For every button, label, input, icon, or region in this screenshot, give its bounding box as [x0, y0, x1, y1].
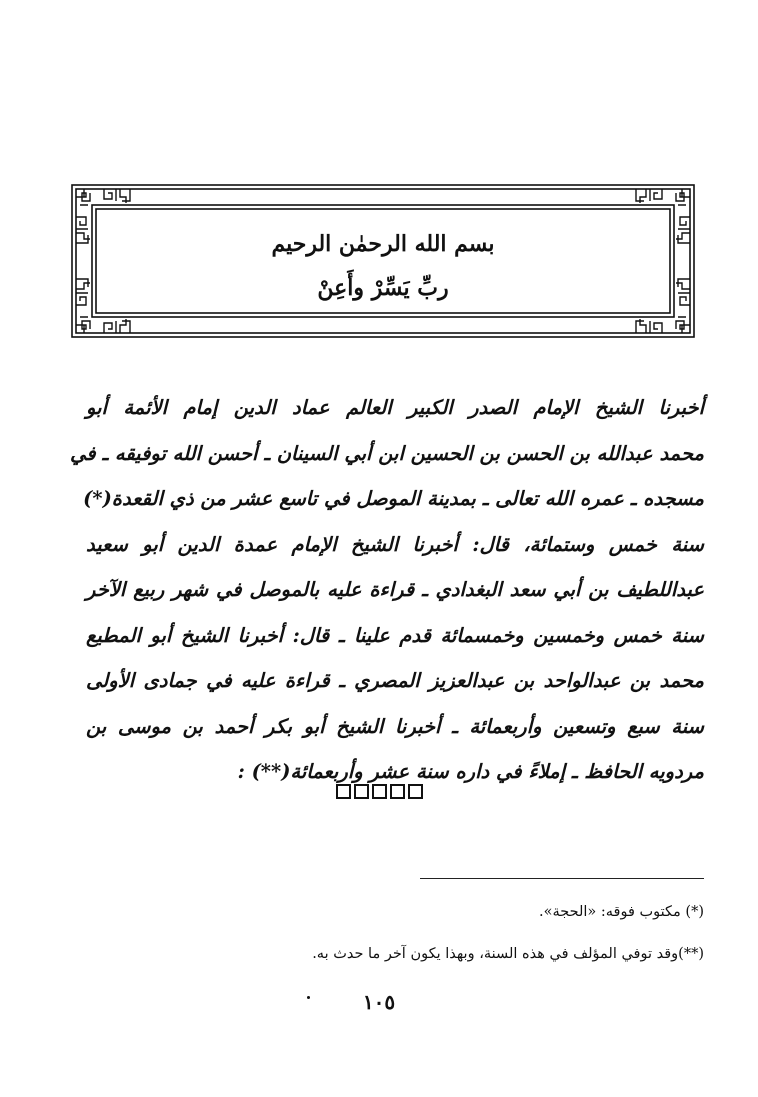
text-line: عبداللطيف بن أبي سعد البغدادي ـ قراءة عليه بالموصل في شهر ربيع الآخر: [86, 578, 704, 601]
invocation-line: ربِّ يَسِّرْ وأَعِنْ: [317, 275, 449, 301]
divider-square: [390, 784, 405, 799]
divider-square: [336, 784, 351, 799]
text-line: سنة سبع وتسعين وأربعمائة ـ أخبرنا الشيخ أبو بكر أحمد بن موسى بن: [86, 714, 704, 738]
isnad-paragraph: [70, 385, 704, 795]
page-heading: [70, 222, 696, 310]
footnote-rule: [420, 878, 704, 879]
text-line: مردويه الحافظ ـ إملاءً في داره سنة عشر وأربعمائة(**) :: [237, 760, 704, 783]
text-line: محمد بن عبدالواحد بن عبدالعزيز المصري ـ قراءة عليه في جمادى الأولى: [86, 669, 704, 692]
section-divider: [0, 784, 758, 799]
text-line: مسجده ـ عمره الله تعالى ـ بمدينة الموصل في تاسع عشر من ذي القعدة(*): [83, 487, 704, 510]
basmala-line: بسم الله الرحمٰن الرحيم: [271, 231, 495, 257]
footnote-1: (*) مكتوب فوقه: «الحجة».: [539, 904, 704, 920]
divider-square: [372, 784, 387, 799]
text-line: أخبرنا الشيخ الإمام الصدر الكبير العالم عماد الدين إمام الأئمة أبو: [86, 396, 704, 419]
text-line: سنة خمس وخمسين وخمسمائة قدم علينا ـ قال: أخبرنا الشيخ أبو المطيع: [86, 623, 704, 647]
footnote-2: (**)وقد توفي المؤلف في هذه السنة، وبهذا يكون آخر ما حدث به.: [312, 946, 704, 962]
text-line: محمد عبدالله بن الحسن بن الحسين ابن أبي السينان ـ أحسن الله توفيقه ـ في: [70, 441, 704, 465]
footnotes: [60, 896, 704, 980]
divider-square: [354, 784, 369, 799]
page-number: ١٠٥: [362, 990, 396, 1014]
divider-square: [408, 784, 423, 799]
text-line: سنة خمس وستمائة، قال: أخبرنا الشيخ الإمام عمدة الدين أبو سعيد: [86, 532, 704, 556]
